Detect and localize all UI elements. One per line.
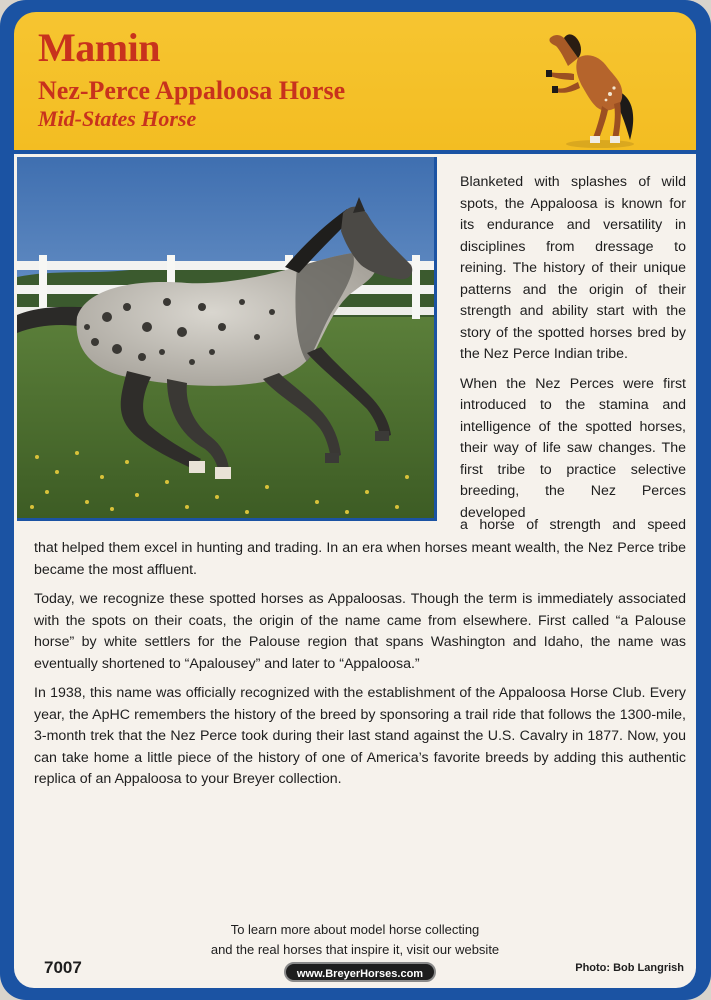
history-paragraph-2: Today, we recognize these spotted horses as Appaloosas. Though the term is immediately associated with the spots on their coats, the origin of the name came from elsewhere. First called “a Palouse horse” by white settlers for the Palouse region that spans Washington and Idaho, the name was eventually shortened to “Apalousey” and later to “Appaloosa.”	[34, 591, 686, 672]
model-number: 7007	[44, 958, 82, 977]
rearing-model-horse-icon	[538, 22, 648, 150]
intro-column-text	[460, 172, 686, 532]
history-paragraph-3: In 1938, this name was officially recognized with the establishment of the Appaloosa Horse Club. Every year, the ApHC remembers the history of the breed by sponsoring a trail ride that follows the 1300-mile, 3-month trek that the Nez Perce took during their last stand against the U.S. Cavalry in 1877. Now, you can take home a little piece of the history of one of America’s favorite breeds by adding this authentic replica of an Appaloosa to your Breyer collection.	[34, 685, 686, 787]
history-text	[34, 538, 686, 799]
website-note-line-2: and the real horses that inspire it, visit our website	[210, 942, 500, 957]
horse-photo-icon	[17, 157, 434, 518]
card-header	[14, 12, 696, 150]
photo-credit: Photo: Bob Langrish	[575, 962, 684, 974]
website-note	[14, 920, 696, 960]
website-link[interactable]: www.BreyerHorses.com	[284, 962, 436, 982]
intro-paragraph-1: Blanketed with splashes of wild spots, the Appaloosa is known for its endurance and versatility in disciplines from dressage to reining. The history of their unique patterns and the origin of their strength and ability start with the story of the spotted horses bred by the Nez Perce Indian tribe.	[460, 174, 686, 362]
history-paragraph-1: that helped them excel in hunting and trading. In an era when horses meant wealth, the Nez Perce tribe became the most affluent.	[34, 540, 686, 578]
breed-subtitle: Nez-Perce Appaloosa Horse	[38, 76, 346, 105]
galloping-appaloosa-horse-photo	[17, 157, 437, 521]
content-panel	[14, 154, 696, 988]
intro-paragraph-2: When the Nez Perces were first introduced to the stamina and intelligence of the spotted horses, their way of life saw changes. The first tribe to practice selective breeding, the Nez Perces developed	[460, 375, 686, 521]
website-note-line-1: To learn more about model horse collecting	[230, 922, 480, 937]
column-last-line: a horse of strength and speed	[460, 517, 686, 533]
mold-subtitle: Mid-States Horse	[38, 106, 197, 131]
horse-name-title: Mamin	[38, 25, 160, 70]
